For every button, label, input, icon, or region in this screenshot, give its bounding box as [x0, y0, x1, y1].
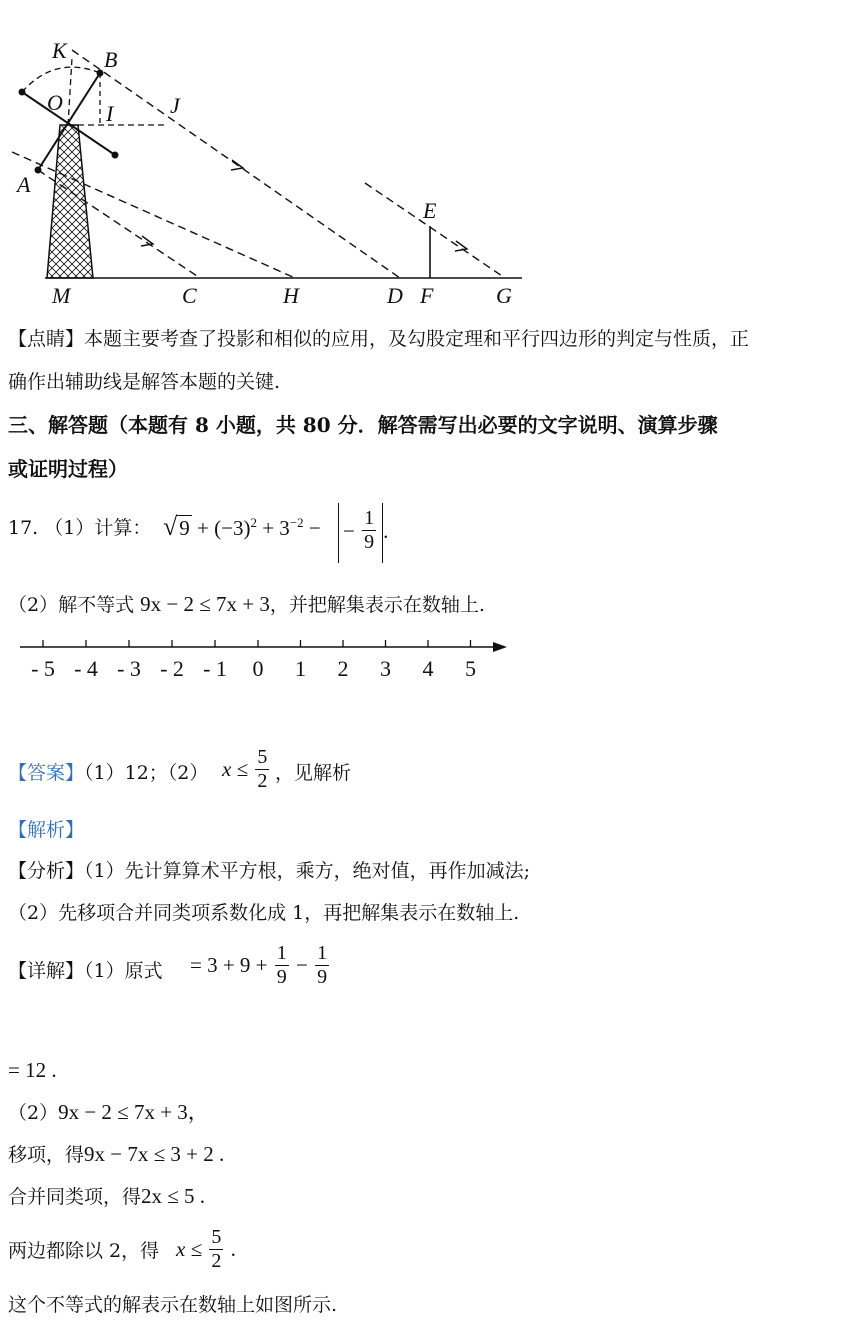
abs-fraction	[362, 507, 376, 554]
answer-text1: （1）12；（2）	[84, 762, 209, 784]
frac-num: 1	[364, 507, 375, 529]
xiangjie-last: 这个不等式的解表示在数轴上如图所示.	[8, 1294, 338, 1316]
dianjing-text1: 本题主要考查了投影和相似的应用，及勾股定理和平行四边形的判定与性质，正	[84, 328, 750, 350]
number-line-tick-label: - 4	[74, 656, 98, 681]
q17-part2	[8, 590, 485, 619]
dianjing-bracket: 【点睛】	[8, 328, 85, 350]
label-K: K	[52, 38, 67, 63]
label-H: H	[283, 283, 299, 308]
step3-num: 5	[211, 1226, 222, 1248]
number-line-tick-label: - 3	[117, 656, 141, 681]
step2-expr: 2x ≤ 5 .	[141, 1184, 206, 1208]
q17-expression	[163, 512, 321, 542]
number-line-tick-label: - 5	[31, 656, 55, 681]
xiangjie-frac1-num: 1	[276, 942, 287, 964]
q17-part2-tail: ，并把解集表示在数轴上.	[269, 594, 485, 616]
sqrt-arg: 9	[179, 516, 190, 540]
step1-expr: 9x − 7x ≤ 3 + 2 .	[84, 1142, 225, 1166]
step2-text: 合并同类项，得	[8, 1186, 142, 1208]
xiangjie-step2	[8, 1182, 205, 1211]
expr-mid2: + 3	[262, 516, 290, 540]
section-heading-line1: 三、解答题（本题有 8 小题，共 80 分．解答需写出必要的文字说明、演算步骤	[8, 413, 718, 437]
step3-math	[176, 1226, 236, 1273]
step1-text: 移项，得	[8, 1144, 85, 1166]
number-line	[15, 633, 515, 685]
label-I: I	[106, 101, 114, 126]
expr-mid3: −	[308, 516, 321, 540]
xiangjie-frac2-den: 9	[317, 966, 328, 988]
ray-KD	[72, 50, 400, 278]
step3-dot: .	[230, 1237, 236, 1261]
rotation-arc	[22, 67, 100, 92]
fenxi-line1	[8, 858, 530, 885]
label-G: G	[496, 283, 512, 308]
abs-minus: −	[343, 519, 355, 543]
answer-math	[222, 746, 271, 793]
section-heading-line2: 或证明过程）	[8, 457, 128, 481]
xiangjie-part1-expr: = 3 + 9 +	[190, 953, 268, 977]
xiangjie-line1	[8, 958, 163, 985]
projection-figure	[0, 30, 540, 312]
step3-x: x ≤	[176, 1237, 203, 1261]
frac-den: 9	[364, 531, 375, 553]
label-O: O	[47, 90, 63, 115]
q17-end-dot: .	[383, 518, 389, 543]
q17-part1-label: （1）计算：	[44, 517, 152, 539]
number-line-tick-label: 5	[465, 656, 476, 681]
number-line-arrow	[493, 642, 507, 652]
q17-part2-label: （2）解不等式	[8, 594, 135, 616]
sqrt-symbol: √	[163, 512, 178, 541]
answer-frac-num: 5	[257, 746, 268, 768]
answer-frac-den: 2	[257, 770, 268, 792]
label-A: A	[17, 172, 31, 197]
xiangjie-frac2	[315, 942, 329, 989]
number-line-tick-label: 0	[252, 656, 264, 681]
label-J: J	[170, 93, 180, 118]
dianjing-line2: 确作出辅助线是解答本题的关键.	[8, 371, 281, 393]
jiexi-heading: 【解析】	[8, 819, 85, 841]
xiangjie-step3	[8, 1238, 159, 1265]
fenxi-text1: （1）先计算算术平方根，乘方，绝对值，再作加减法;	[84, 860, 531, 882]
fenxi-bracket: 【分析】	[8, 860, 85, 882]
xiangjie-step1	[8, 1140, 224, 1169]
answer-x-leq: x ≤	[222, 757, 249, 781]
number-line-tick-label: 4	[422, 656, 434, 681]
answer-text2: ，见解析	[275, 762, 352, 784]
xiangjie-part1-prefix: （1）原式	[84, 960, 163, 982]
q17-inequality: 9x − 2 ≤ 7x + 3	[140, 592, 270, 616]
xiangjie-part2-label: （2）	[8, 1102, 59, 1124]
xiangjie-part2-expr: 9x − 2 ≤ 7x + 3，	[58, 1100, 209, 1124]
fenxi-line2: （2）先移项合并同类项系数化成 1，再把解集表示在数轴上.	[8, 902, 520, 924]
q17-part1	[8, 515, 151, 542]
label-M: M	[52, 283, 71, 308]
xiangjie-frac2-num: 1	[317, 942, 328, 964]
answer-line	[8, 760, 208, 787]
number-line-tick-label: 1	[295, 656, 306, 681]
label-C: C	[182, 283, 197, 308]
step3-den: 2	[211, 1250, 222, 1272]
expr-mid1: + (−3)	[197, 516, 251, 540]
label-F: F	[420, 283, 434, 308]
number-line-tick-label: - 2	[160, 656, 184, 681]
number-line-tick-label: 3	[380, 656, 391, 681]
label-B: B	[104, 47, 118, 72]
label-D: D	[387, 283, 403, 308]
xiangjie-part2	[8, 1098, 209, 1127]
xiangjie-bracket: 【详解】	[8, 960, 85, 982]
dianjing-line1	[8, 326, 749, 353]
answer-fraction	[255, 746, 269, 793]
xiangjie-frac1	[275, 942, 289, 989]
step3-text: 两边都除以 2，得	[8, 1240, 160, 1262]
sup-2: 2	[250, 515, 257, 530]
abs-value	[338, 503, 388, 563]
xiangjie-minus: −	[296, 953, 308, 977]
xiangjie-expr1	[190, 942, 331, 989]
number-line-tick-label: - 1	[203, 656, 227, 681]
label-E: E	[423, 198, 437, 223]
number-line-tick-label: 2	[337, 656, 349, 681]
q17-number: 17.	[8, 517, 39, 539]
sup-neg2: −2	[289, 515, 304, 530]
step3-fraction	[209, 1226, 223, 1273]
xiangjie-result: = 12 .	[8, 1058, 57, 1082]
answer-bracket: 【答案】	[8, 762, 85, 784]
xiangjie-frac1-den: 9	[276, 966, 287, 988]
